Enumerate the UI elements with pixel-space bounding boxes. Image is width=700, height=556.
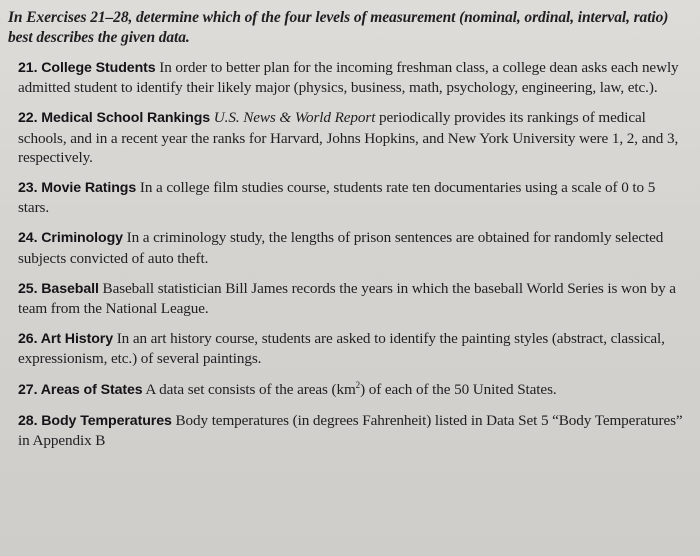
- exercise-21-text: In order to better plan for the incoming freshman class, a college dean asks each newly admitted student to identify their likely major (physics, business, math, psychology, engineering, law, etc.).: [18, 59, 679, 97]
- exercise-21: [18, 58, 686, 97]
- exercise-24: [18, 228, 686, 267]
- exercise-26-heading: 26. Art History: [18, 331, 113, 348]
- exercise-25: [18, 279, 686, 318]
- exercise-22-text: periodically provides its rankings of medical schools, and in a recent year the ranks for Harvard, Johns Hopkins, and New York University were 1, 2, and 3, respectively.: [18, 109, 679, 166]
- exercise-26: [18, 329, 686, 368]
- exercise-28: [18, 411, 686, 450]
- exercise-27: [18, 380, 686, 400]
- exercise-23-heading: 23. Movie Ratings: [18, 180, 137, 197]
- exercise-26-text: In an art history course, students are asked to identify the painting styles (abstract, classical, expressionism, etc.) of several paintings.: [18, 330, 665, 368]
- exercise-25-text: Baseball statistician Bill James records the years in which the baseball World Series is won by a team from the National League.: [18, 279, 676, 318]
- exercise-28-text: Body temperatures (in degrees Fahrenheit) listed in Data Set 5 “Body Temperatures” in Appendix B: [18, 411, 683, 450]
- exercise-23: [18, 178, 686, 217]
- exercise-24-text: In a criminology study, the lengths of prison sentences are obtained for randomly selected subjects convicted of auto theft.: [18, 229, 664, 267]
- exercise-25-heading: 25. Baseball: [18, 280, 99, 297]
- exercise-22-heading: 22. Medical School Rankings: [18, 110, 211, 127]
- exercise-24-heading: 24. Criminology: [18, 230, 123, 247]
- exercise-22-publication: U.S. News & World Report: [213, 109, 376, 127]
- exercise-23-text: In a college film studies course, students rate ten documentaries using a scale of 0 to 5 stars.: [18, 179, 656, 217]
- exercise-instructions: In Exercises 21–28, determine which of the four levels of measurement (nominal, ordinal, interval, ratio) best describes the given data.: [8, 9, 669, 46]
- exercise-28-heading: 28. Body Temperatures: [18, 412, 172, 429]
- exercise-22: [18, 108, 686, 167]
- squared-superscript: 2: [355, 379, 361, 390]
- exercise-27-text: A data set consists of the areas $(km^2)$ of each of the 50 United States.: [145, 379, 557, 398]
- exercise-27-heading: 27. Areas of States: [18, 381, 143, 398]
- exercise-21-heading: 21. College Students: [18, 60, 156, 76]
